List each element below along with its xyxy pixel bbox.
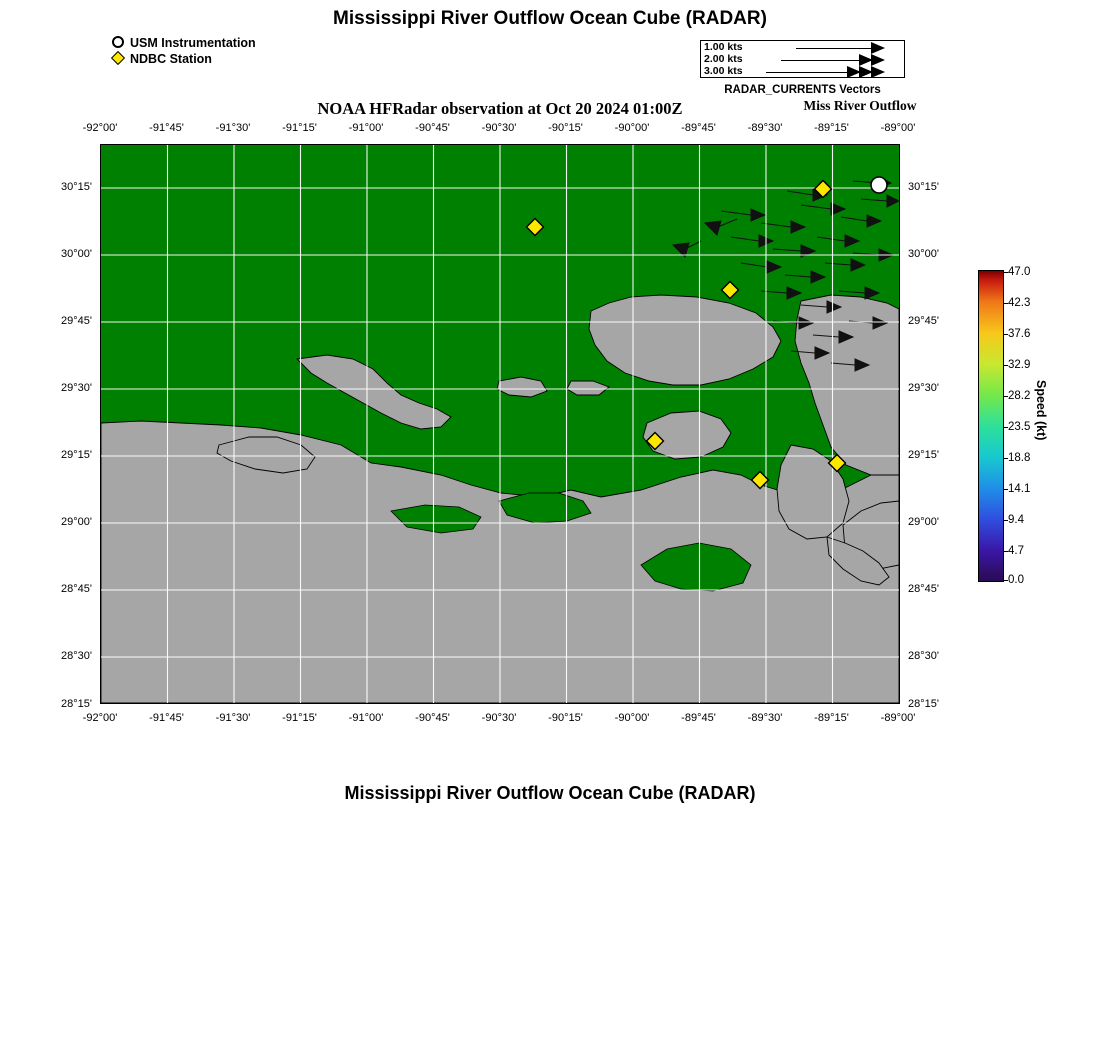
axis-y-label-left: 28°30': [61, 650, 92, 662]
vector-key-label: 1.00 kts: [704, 41, 743, 53]
circle-marker-icon: [110, 36, 128, 50]
colorbar-tick: 37.6: [1008, 328, 1031, 340]
colorbar-tick: 14.1: [1008, 483, 1031, 495]
axis-x-label-bottom: -89°15': [814, 712, 849, 724]
vector-shaft-icon: [796, 48, 871, 49]
axis-x-label-top: -91°45': [149, 122, 184, 134]
axis-x-label-top: -91°15': [282, 122, 317, 134]
axis-x-label-bottom: -91°15': [282, 712, 317, 724]
legend-item-label: USM Instrumentation: [130, 36, 256, 50]
vector-arrowhead-icon: [871, 66, 885, 78]
axis-x-label-top: -90°30': [481, 122, 517, 134]
map-canvas[interactable]: [100, 144, 900, 704]
map-legend: [110, 36, 256, 68]
axis-y-label-right: 29°30': [908, 382, 939, 394]
vector-key-label: 2.00 kts: [704, 53, 743, 65]
axis-x-label-top: -90°00': [614, 122, 650, 134]
vector-arrowhead-icon: [871, 42, 885, 54]
axis-x-label-bottom: -90°45': [415, 712, 450, 724]
axis-x-label-top: -89°30': [747, 122, 783, 134]
vector-key-caption: RADAR_CURRENTS Vectors: [724, 84, 881, 96]
legend-item-label: NDBC Station: [130, 52, 212, 66]
axis-y-label-left: 29°15': [61, 449, 92, 461]
colorbar-tick: 4.7: [1008, 545, 1024, 557]
colorbar-tick: 28.2: [1008, 390, 1031, 402]
vector-arrowhead-icon: [859, 66, 873, 78]
axis-x-label-top: -89°15': [814, 122, 849, 134]
page-title: Mississippi River Outflow Ocean Cube (RADAR): [333, 8, 767, 29]
colorbar-tick: 47.0: [1008, 266, 1031, 278]
colorbar-tick: 32.9: [1008, 359, 1031, 371]
axis-x-label-bottom: -90°15': [548, 712, 583, 724]
usm-instrument-marker: [871, 177, 887, 193]
colorbar-tick: 0.0: [1008, 574, 1024, 586]
axis-x-label-top: -92°00': [82, 122, 118, 134]
region-label: Miss River Outflow: [803, 98, 917, 113]
axis-x-label-top: -91°00': [348, 122, 384, 134]
observation-subtitle: NOAA HFRadar observation at Oct 20 2024 01:00Z: [317, 99, 683, 118]
axis-x-label-top: -91°30': [215, 122, 251, 134]
axis-y-label-left: 30°15': [61, 181, 92, 193]
axis-x-label-top: -89°45': [681, 122, 716, 134]
colorbar-gradient: [978, 270, 1004, 582]
legend-item-usm-instrumentation: [110, 36, 256, 50]
axis-x-label-bottom: -89°30': [747, 712, 783, 724]
vector-shaft-icon: [781, 60, 871, 61]
axis-y-label-right: 28°15': [908, 698, 939, 710]
vector-arrowhead-icon: [871, 54, 885, 66]
axis-y-label-left: 29°45': [61, 315, 92, 327]
vector-arrowhead-icon: [859, 54, 873, 66]
axis-y-label-left: 30°00': [61, 248, 92, 260]
colorbar-tick: 42.3: [1008, 297, 1031, 309]
vector-arrowhead-icon: [847, 66, 861, 78]
axis-y-label-right: 28°45': [908, 583, 939, 595]
axis-y-label-right: 29°45': [908, 315, 939, 327]
axis-x-label-bottom: -92°00': [82, 712, 118, 724]
colorbar-title: Speed (kt): [1034, 380, 1048, 441]
vector-key-row-3: [701, 66, 906, 78]
footer-title: Mississippi River Outflow Ocean Cube (RADAR): [344, 783, 756, 803]
axis-x-label-bottom: -90°00': [614, 712, 650, 724]
vector-scale-key: [700, 40, 905, 78]
axis-y-label-right: 30°00': [908, 248, 939, 260]
axis-x-label-bottom: -90°30': [481, 712, 517, 724]
colorbar-tick: 9.4: [1008, 514, 1024, 526]
axis-y-label-left: 29°30': [61, 382, 92, 394]
axis-y-label-left: 28°45': [61, 583, 92, 595]
axis-x-label-bottom: -91°30': [215, 712, 251, 724]
axis-x-label-top: -89°00': [880, 122, 916, 134]
legend-item-ndbc-station: [110, 52, 256, 66]
axis-x-label-top: -90°15': [548, 122, 583, 134]
vector-key-label: 3.00 kts: [704, 65, 743, 77]
axis-x-label-bottom: -91°00': [348, 712, 384, 724]
axis-y-label-left: 29°00': [61, 516, 92, 528]
diamond-marker-icon: [110, 52, 128, 66]
colorbar-tick: 18.8: [1008, 452, 1031, 464]
axis-y-label-left: 28°15': [61, 698, 92, 710]
axis-x-label-top: -90°45': [415, 122, 450, 134]
axis-y-label-right: 29°00': [908, 516, 939, 528]
axis-x-label-bottom: -89°00': [880, 712, 916, 724]
axis-x-label-bottom: -91°45': [149, 712, 184, 724]
colorbar-tick: 23.5: [1008, 421, 1031, 433]
axis-y-label-right: 30°15': [908, 181, 939, 193]
axis-y-label-right: 28°30': [908, 650, 939, 662]
axis-y-label-right: 29°15': [908, 449, 939, 461]
axis-x-label-bottom: -89°45': [681, 712, 716, 724]
